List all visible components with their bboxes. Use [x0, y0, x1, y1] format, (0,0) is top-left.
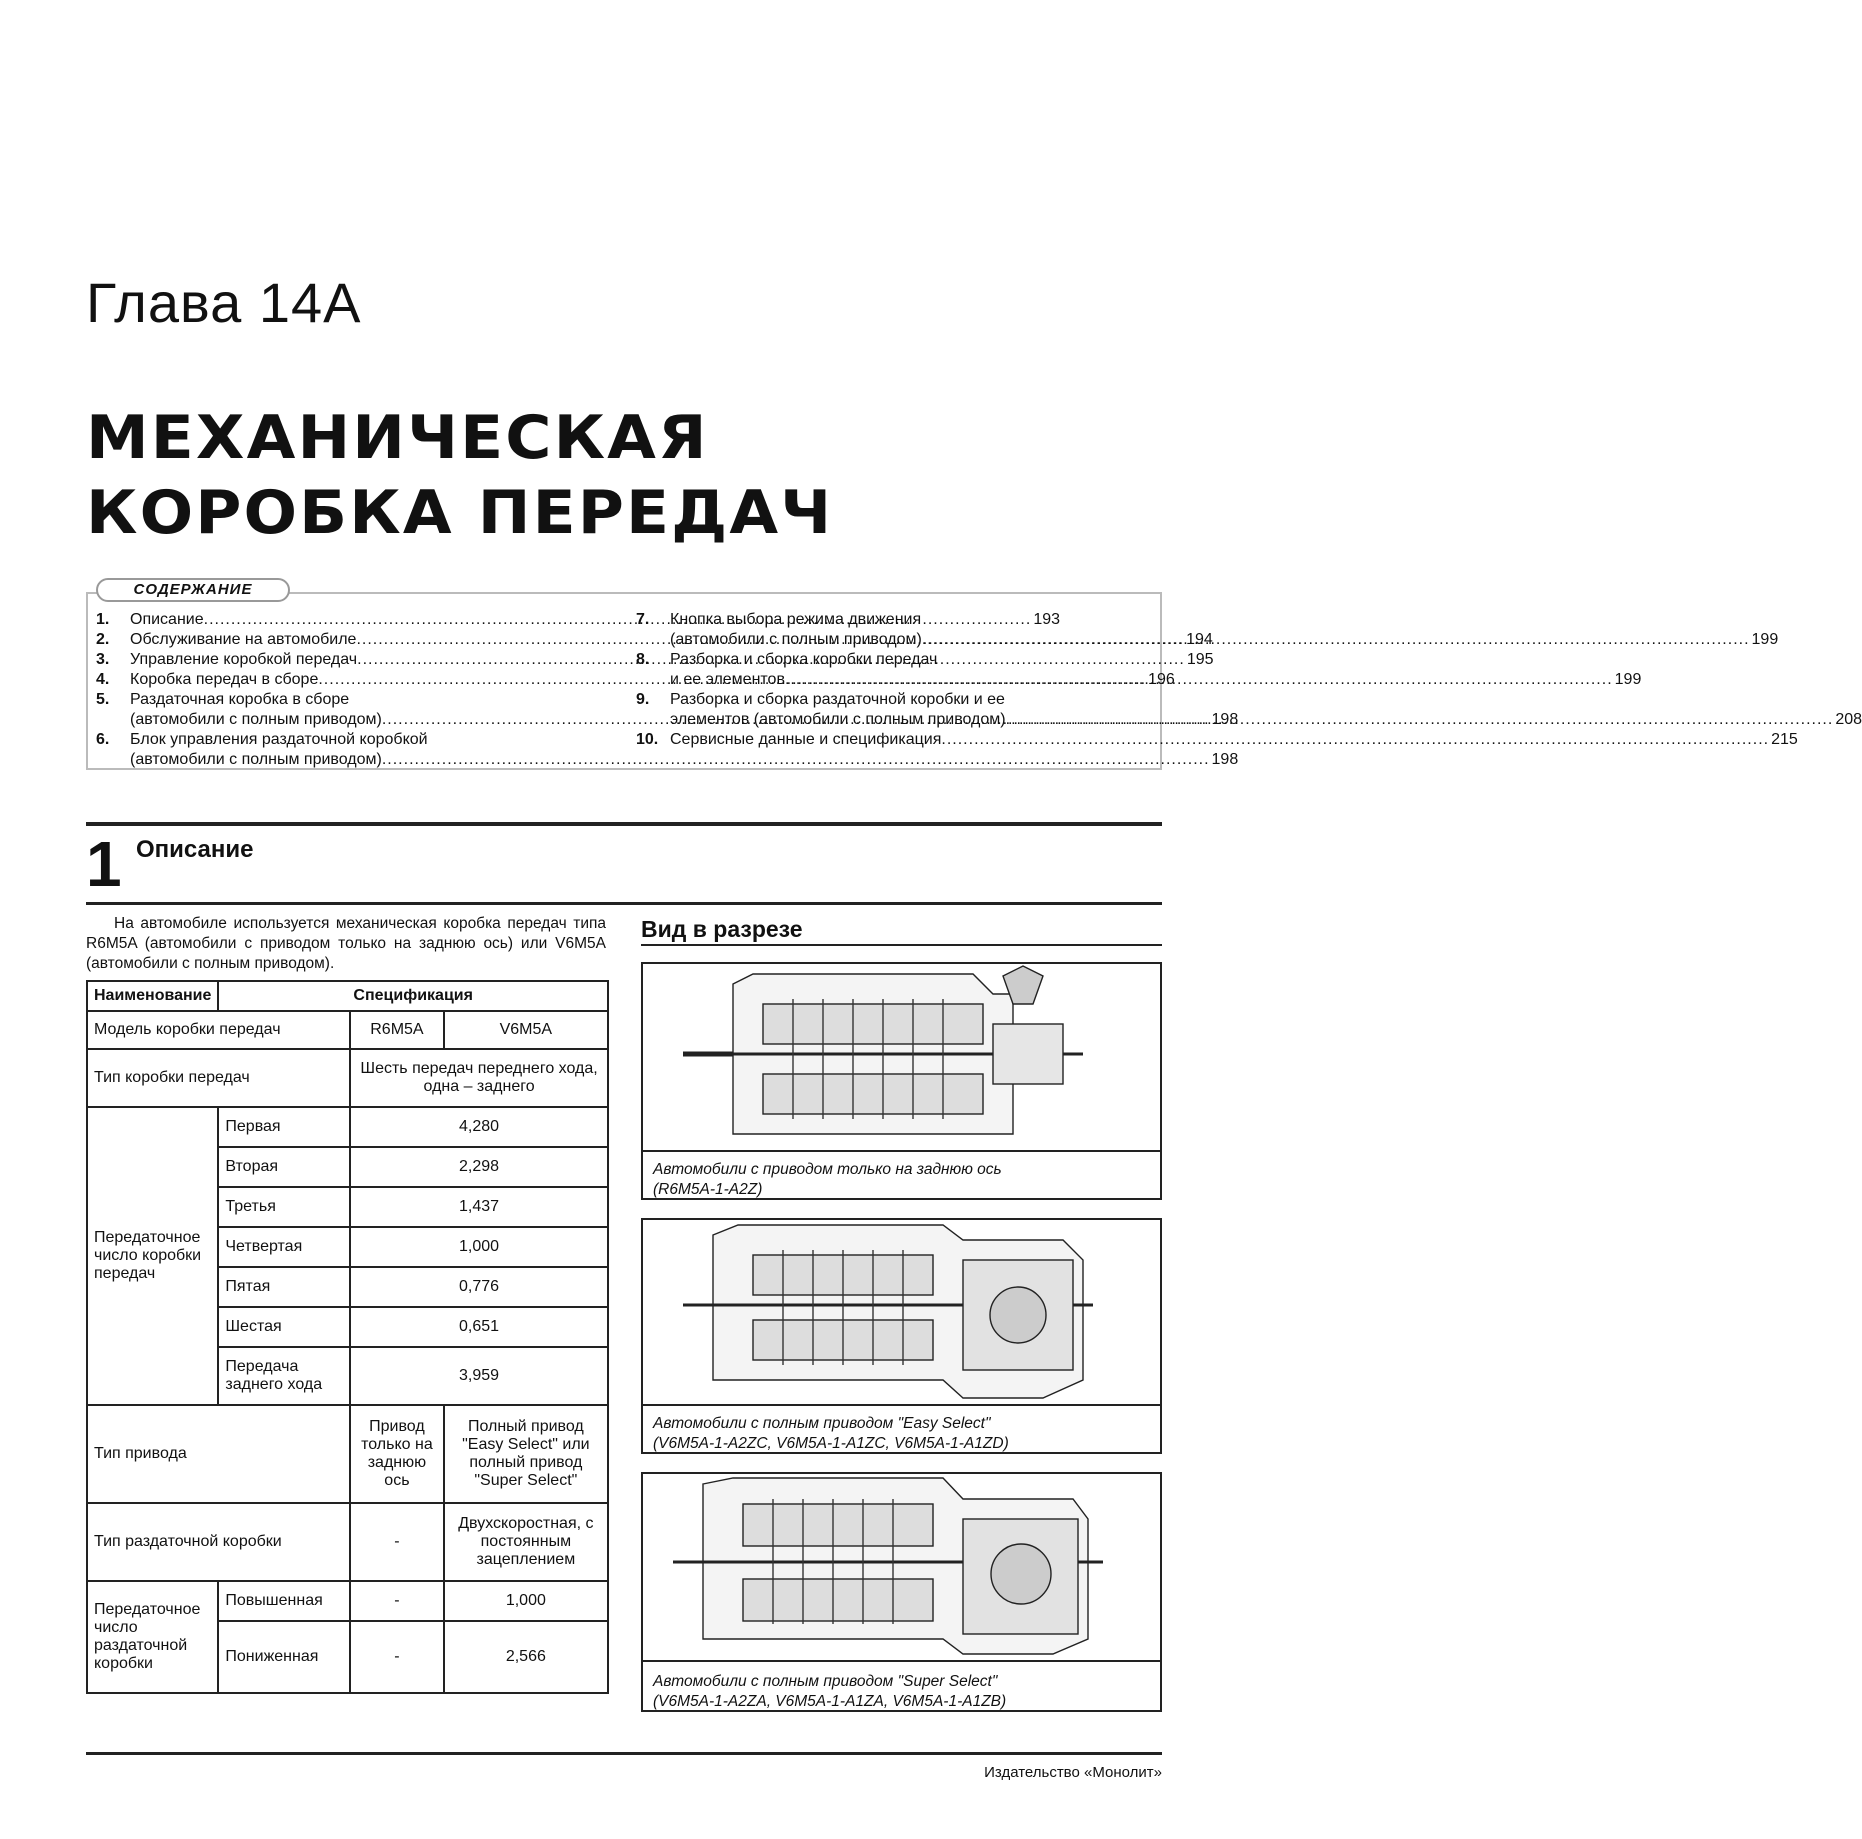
low-label: Пониженная — [218, 1621, 350, 1693]
gear-name: Третья — [218, 1187, 350, 1227]
col-header-spec: Спецификация — [218, 981, 608, 1011]
cutaway-heading: Вид в разрезе — [641, 916, 803, 942]
toc-item-title: Разборка и сборка коробки передач — [670, 651, 938, 668]
toc-item-page: 199 — [1614, 671, 1642, 688]
high-label: Повышенная — [218, 1581, 350, 1621]
gear-name: Вторая — [218, 1147, 350, 1187]
drive-v: Полный привод "Easy Select" или полный привод "Super Select" — [444, 1405, 608, 1503]
page-title-line2: КОРОБКА ПЕРЕДАЧ — [86, 478, 834, 548]
toc-item-page: 215 — [1771, 731, 1798, 748]
gear-value: 4,280 — [350, 1107, 608, 1147]
figure-caption: Автомобили с полным приводом "Easy Select" — [653, 1415, 991, 1432]
toc-item-page: 195 — [1186, 651, 1214, 668]
model-r: R6M5A — [350, 1011, 444, 1049]
transfer-v: Двухскоростная, с постоянным зацеплением — [444, 1503, 608, 1581]
gearbox-cutaway-icon — [643, 1220, 1160, 1406]
toc-item-title: Описание — [130, 611, 204, 628]
toc-item-number: 2. — [96, 631, 110, 648]
figure-caption: (R6M5A-1-A2Z) — [653, 1181, 763, 1198]
type-label: Тип коробки передач — [87, 1049, 350, 1107]
toc-item-number: 1. — [96, 611, 110, 628]
type-value: Шесть передач переднего хода, одна – заднего — [350, 1049, 608, 1107]
figure-caption: Автомобили с приводом только на заднюю ось — [653, 1161, 1002, 1178]
toc-item-title: Блок управления раздаточной коробкой — [130, 731, 428, 748]
toc-item-number: 8. — [636, 651, 650, 668]
toc-item — [636, 730, 1798, 750]
toc-item-page: 194 — [1186, 631, 1213, 648]
toc-item-number: 5. — [96, 691, 110, 708]
figure-rear-drive — [641, 962, 1162, 1200]
transfer-label: Тип раздаточной коробки — [87, 1503, 350, 1581]
spec-table — [86, 980, 609, 1694]
toc-item-title: Кнопка выбора режима движения — [670, 611, 922, 628]
low-r: - — [350, 1621, 444, 1693]
toc-item-page: 193 — [1033, 611, 1061, 628]
gearbox-cutaway-icon — [643, 964, 1160, 1152]
gear-value: 3,959 — [350, 1347, 608, 1405]
section-rule-top — [86, 822, 1162, 826]
toc-item-page: 208 — [1835, 711, 1862, 728]
toc-item-title: элементов (автомобили с полным приводом) — [670, 711, 1006, 728]
section-number: 1 — [86, 828, 122, 900]
gear-value: 0,776 — [350, 1267, 608, 1307]
toc-item-title: Сервисные данные и спецификация — [670, 731, 942, 748]
toc-item-page: 198 — [1211, 751, 1239, 768]
model-label: Модель коробки передач — [87, 1011, 350, 1049]
toc-item-title: Обслуживание на автомобиле — [130, 631, 357, 648]
toc-item-number: 9. — [636, 691, 650, 708]
cutaway-heading-rule — [641, 944, 1162, 946]
toc-item-number: 3. — [96, 651, 110, 668]
section-rule-bottom — [86, 902, 1162, 905]
toc-item-number: 6. — [96, 731, 110, 748]
toc-item-title: Коробка передач в сборе — [130, 671, 319, 688]
model-v: V6M5A — [444, 1011, 608, 1049]
gear-value: 0,651 — [350, 1307, 608, 1347]
toc-item-title: Управление коробкой передач — [130, 651, 358, 668]
high-r: - — [350, 1581, 444, 1621]
footer-rule — [86, 1752, 1162, 1755]
toc-item-title: Раздаточная коробка в сборе — [130, 691, 350, 708]
toc-item-page: 196 — [1148, 671, 1175, 688]
figure-caption: (V6M5A-1-A2ZC, V6M5A-1-A1ZC, V6M5A-1-A1ZD) — [653, 1435, 1009, 1452]
gearbox-cutaway-icon — [643, 1474, 1160, 1662]
high-v: 1,000 — [444, 1581, 608, 1621]
drive-r: Привод только на заднюю ось — [350, 1405, 444, 1503]
page-title-line1: МЕХАНИЧЕСКАЯ — [86, 403, 709, 473]
gear-name: Первая — [218, 1107, 350, 1147]
gear-name: Четвертая — [218, 1227, 350, 1267]
toc-item-title: и ее элементов — [670, 671, 785, 688]
transfer-ratio-label: Передаточное число раздаточной коробки — [87, 1581, 218, 1693]
toc-item-number: 7. — [636, 611, 650, 628]
toc-item-page: 198 — [1211, 711, 1239, 728]
toc-item-title: (автомобили с полным приводом) — [130, 711, 382, 728]
contents-label: СОДЕРЖАНИЕ — [96, 578, 290, 602]
drive-label: Тип привода — [87, 1405, 350, 1503]
figure-easy-select — [641, 1218, 1162, 1454]
transfer-r: - — [350, 1503, 444, 1581]
ratio-label: Передаточное число коробки передач — [87, 1107, 218, 1405]
toc-item-number: 10. — [636, 731, 659, 748]
toc-item-title: Разборка и сборка раздаточной коробки и ее — [670, 691, 1005, 708]
toc-item-page: 199 — [1751, 631, 1779, 648]
gear-name: Шестая — [218, 1307, 350, 1347]
low-v: 2,566 — [444, 1621, 608, 1693]
gear-name: Пятая — [218, 1267, 350, 1307]
toc-item-number: 4. — [96, 671, 110, 688]
figure-caption: Автомобили с полным приводом "Super Select" — [653, 1673, 998, 1690]
intro-paragraph: На автомобиле используется механическая коробка передач типа R6M5A (автомобили с приводом только на заднюю ось) или V6M5A (автомобили с полным приводом). — [86, 915, 606, 972]
gear-value: 2,298 — [350, 1147, 608, 1187]
chapter-label: Глава 14А — [86, 271, 362, 334]
gear-value: 1,000 — [350, 1227, 608, 1267]
figure-super-select — [641, 1472, 1162, 1712]
toc-item-title: (автомобили с полным приводом) — [130, 751, 382, 768]
gear-name: Передача заднего хода — [218, 1347, 350, 1405]
figure-caption: (V6M5A-1-A2ZA, V6M5A-1-A1ZA, V6M5A-1-A1ZB) — [653, 1693, 1007, 1710]
publisher: Издательство «Монолит» — [984, 1764, 1162, 1781]
toc-item-title: (автомобили с полным приводом) — [670, 631, 922, 648]
section-title: Описание — [136, 836, 254, 863]
gear-value: 1,437 — [350, 1187, 608, 1227]
col-header-name: Наименование — [87, 981, 218, 1011]
